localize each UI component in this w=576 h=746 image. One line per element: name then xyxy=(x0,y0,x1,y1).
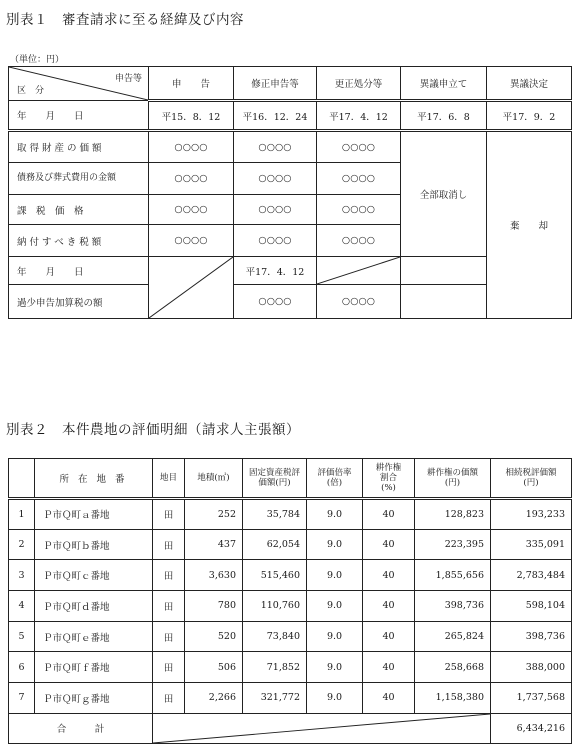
cell-eval: 398,736 xyxy=(491,621,572,652)
table-row xyxy=(9,529,572,560)
col-header: 異議決定 xyxy=(487,67,572,101)
col-header: 耕作権の価額(円) xyxy=(415,459,491,499)
cell-pct: 40 xyxy=(363,683,415,714)
cell-loc: Ｐ市Ｑ町ｂ番地 xyxy=(35,529,153,560)
table-row xyxy=(9,499,572,530)
cell-area: 2,266 xyxy=(185,683,243,714)
cell-no: 2 xyxy=(9,529,35,560)
date-cell: 平17．4．12 xyxy=(317,101,401,131)
cell-right: 128,823 xyxy=(415,499,491,530)
cell-eval: 1,737,568 xyxy=(491,683,572,714)
cell-area: 520 xyxy=(185,621,243,652)
cell-right: 265,824 xyxy=(415,621,491,652)
cell-pct: 40 xyxy=(363,499,415,530)
value-cell: ○○○○ xyxy=(317,285,401,319)
cell-kind: 田 xyxy=(153,621,185,652)
date-cell: 平16．12．24 xyxy=(234,101,317,131)
empty-cell xyxy=(401,257,487,285)
row-label: 年 月 日 xyxy=(9,257,149,285)
corner-bottom-label: 区 分 xyxy=(17,86,45,96)
col-header: 評価倍率(倍) xyxy=(307,459,363,499)
row-label: 債務及び葬式費用の金額 xyxy=(9,163,149,195)
row-label: 課 税 価 格 xyxy=(9,195,149,225)
col-header: 耕作権割合(%) xyxy=(363,459,415,499)
header-corner xyxy=(9,67,149,101)
table-row xyxy=(9,652,572,683)
col-header: 申 告 xyxy=(149,67,234,101)
cell-right: 1,158,380 xyxy=(415,683,491,714)
cell-fixed: 35,784 xyxy=(243,499,307,530)
cell-ratio: 9.0 xyxy=(307,683,363,714)
date-cell: 平15．8．12 xyxy=(149,101,234,131)
cell-area: 3,630 xyxy=(185,560,243,591)
cell-loc: Ｐ市Ｑ町ｅ番地 xyxy=(35,621,153,652)
value-cell: ○○○○ xyxy=(149,195,234,225)
value-cell: ○○○○ xyxy=(317,131,401,163)
date-cell: 平17．6．8 xyxy=(401,101,487,131)
cell-area: 252 xyxy=(185,499,243,530)
col-header: 相続税評価額(円) xyxy=(491,459,572,499)
cell-fixed: 515,460 xyxy=(243,560,307,591)
cell-no: 6 xyxy=(9,652,35,683)
row-label: 取得財産の価額 xyxy=(9,131,149,163)
cell-area: 506 xyxy=(185,652,243,683)
total-value: 6,434,216 xyxy=(491,713,572,743)
date-cell: 平17．9．2 xyxy=(487,101,572,131)
col-header: 固定資産税評価額(円) xyxy=(243,459,307,499)
cell-pct: 40 xyxy=(363,652,415,683)
table-row xyxy=(9,683,572,714)
cell-loc: Ｐ市Ｑ町ｇ番地 xyxy=(35,683,153,714)
value-cell: ○○○○ xyxy=(149,163,234,195)
cell-kind: 田 xyxy=(153,683,185,714)
cell-kind: 田 xyxy=(153,499,185,530)
date-cell: 平17．4．12 xyxy=(234,257,317,285)
cell-pct: 40 xyxy=(363,621,415,652)
cell-no: 7 xyxy=(9,683,35,714)
cell-ratio: 9.0 xyxy=(307,591,363,622)
value-cell: ○○○○ xyxy=(317,195,401,225)
row-label: 年 月 日 xyxy=(9,101,149,131)
cell-no: 1 xyxy=(9,499,35,530)
table1-title: 別表１ 審査請求に至る経緯及び内容 xyxy=(6,12,244,28)
value-cell: ○○○○ xyxy=(149,225,234,257)
cell-eval: 388,000 xyxy=(491,652,572,683)
value-cell: ○○○○ xyxy=(234,163,317,195)
cell-eval: 193,233 xyxy=(491,499,572,530)
table-row xyxy=(9,621,572,652)
cell-area: 437 xyxy=(185,529,243,560)
table2-title: 別表２ 本件農地の評価明細（請求人主張額） xyxy=(6,422,300,438)
cell-right: 258,668 xyxy=(415,652,491,683)
cell-eval: 598,104 xyxy=(491,591,572,622)
cell-fixed: 71,852 xyxy=(243,652,307,683)
cell-ratio: 9.0 xyxy=(307,529,363,560)
cell-ratio: 9.0 xyxy=(307,652,363,683)
diagonal-empty-cell xyxy=(149,257,234,319)
value-cell: ○○○○ xyxy=(234,131,317,163)
table1-unit: （単位：円） xyxy=(10,55,65,65)
cell-area: 780 xyxy=(185,591,243,622)
cell-fixed: 73,840 xyxy=(243,621,307,652)
table1 xyxy=(8,66,572,319)
col-header: 異議申立て xyxy=(401,67,487,101)
cell-loc: Ｐ市Ｑ町ｃ番地 xyxy=(35,560,153,591)
cell-eval: 335,091 xyxy=(491,529,572,560)
value-cell: ○○○○ xyxy=(234,225,317,257)
decision-cell: 棄 却 xyxy=(487,131,572,319)
corner-top-label: 申告等 xyxy=(114,74,142,84)
cell-ratio: 9.0 xyxy=(307,621,363,652)
col-header: 地積(㎡) xyxy=(185,459,243,499)
table-row xyxy=(9,591,572,622)
value-cell: ○○○○ xyxy=(234,195,317,225)
cell-no: 5 xyxy=(9,621,35,652)
cell-right: 223,395 xyxy=(415,529,491,560)
cell-no: 4 xyxy=(9,591,35,622)
table-row xyxy=(9,560,572,591)
col-header: 修正申告等 xyxy=(234,67,317,101)
cell-pct: 40 xyxy=(363,529,415,560)
value-cell: ○○○○ xyxy=(317,163,401,195)
row-label: 過少申告加算税の額 xyxy=(9,285,149,319)
header-blank xyxy=(9,459,35,499)
col-header: 所 在 地 番 xyxy=(35,459,153,499)
cell-ratio: 9.0 xyxy=(307,499,363,530)
empty-cell xyxy=(401,285,487,319)
table2 xyxy=(8,458,572,744)
cell-pct: 40 xyxy=(363,560,415,591)
cell-loc: Ｐ市Ｑ町ｄ番地 xyxy=(35,591,153,622)
diagonal-empty-cell xyxy=(153,713,491,743)
cell-kind: 田 xyxy=(153,560,185,591)
objection-cell: 全部取消し xyxy=(401,131,487,257)
cell-kind: 田 xyxy=(153,591,185,622)
value-cell: ○○○○ xyxy=(149,131,234,163)
value-cell: ○○○○ xyxy=(234,285,317,319)
cell-fixed: 321,772 xyxy=(243,683,307,714)
col-header: 地目 xyxy=(153,459,185,499)
cell-no: 3 xyxy=(9,560,35,591)
cell-pct: 40 xyxy=(363,591,415,622)
cell-fixed: 110,760 xyxy=(243,591,307,622)
cell-fixed: 62,054 xyxy=(243,529,307,560)
cell-right: 398,736 xyxy=(415,591,491,622)
col-header: 更正処分等 xyxy=(317,67,401,101)
total-label: 合 計 xyxy=(9,713,153,743)
cell-eval: 2,783,484 xyxy=(491,560,572,591)
cell-right: 1,855,656 xyxy=(415,560,491,591)
diagonal-empty-cell xyxy=(317,257,401,285)
row-label: 納付すべき税額 xyxy=(9,225,149,257)
cell-loc: Ｐ市Ｑ町ｆ番地 xyxy=(35,652,153,683)
cell-kind: 田 xyxy=(153,529,185,560)
value-cell: ○○○○ xyxy=(317,225,401,257)
cell-loc: Ｐ市Ｑ町ａ番地 xyxy=(35,499,153,530)
cell-kind: 田 xyxy=(153,652,185,683)
cell-ratio: 9.0 xyxy=(307,560,363,591)
